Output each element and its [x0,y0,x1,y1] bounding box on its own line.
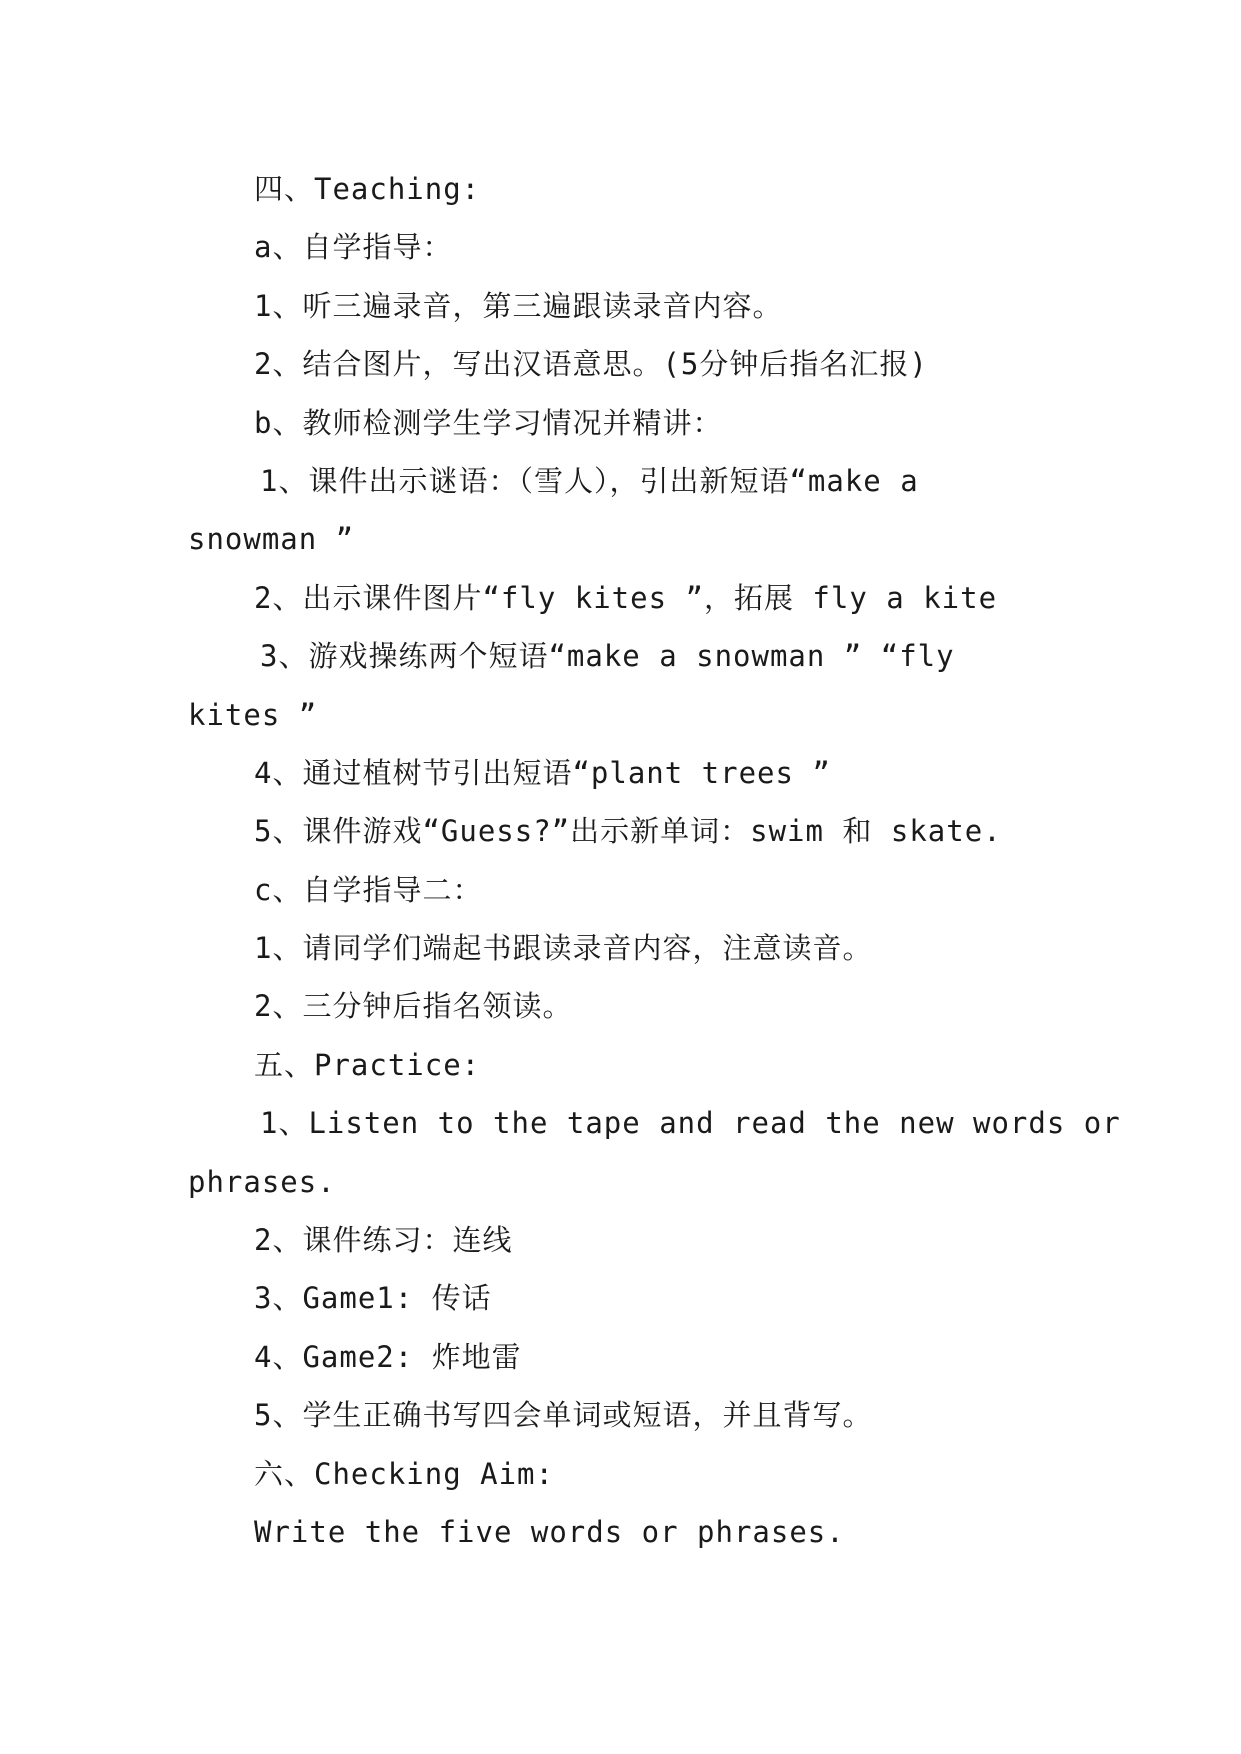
list-item-continuation: snowman ” [188,522,355,557]
list-item: 1、听三遍录音，第三遍跟读录音内容。 [254,288,783,323]
list-item-wrapped: 1、Listen to the tape and read the new words or [260,1106,1121,1141]
list-item: 1、请同学们端起书跟读录音内容，注意读音。 [254,931,873,966]
list-item-wrapped: 3、游戏操练两个短语“make a snowman ” “fly [260,639,955,674]
list-item-continuation: phrases. [188,1164,336,1199]
list-item: 3、Game1: 传话 [254,1281,492,1316]
sub-heading-self-study: a、自学指导： [254,230,453,265]
sub-heading-self-study-2: c、自学指导二： [254,872,483,907]
list-item: 4、通过植树节引出短语“plant trees ” [254,755,831,790]
section-heading-teaching: 四、Teaching: [254,172,481,206]
list-item: 5、课件游戏“Guess?”出示新单词：swim 和 skate. [254,814,1002,849]
list-item: 2、出示课件图片“fly kites ”，拓展 fly a kite [254,580,998,615]
document-body [188,160,1121,1561]
list-item: 4、Game2: 炸地雷 [254,1339,522,1374]
list-item: 2、结合图片，写出汉语意思。(5分钟后指名汇报) [254,347,928,382]
list-item: 2、三分钟后指名领读。 [254,989,573,1024]
list-item-continuation: kites ” [188,697,318,732]
section-heading-checking-aim: 六、Checking Aim: [254,1456,554,1491]
list-item-wrapped: 1、课件出示谜语：（雪人），引出新短语“make a [260,463,919,498]
section-heading-practice: 五、Practice: [254,1047,481,1082]
paragraph: Write the five words or phrases. [254,1514,845,1549]
list-item: 2、课件练习：连线 [254,1223,513,1258]
sub-heading-teacher-check: b、教师检测学生学习情况并精讲： [254,405,723,440]
list-item: 5、学生正确书写四会单词或短语，并且背写。 [254,1398,873,1433]
